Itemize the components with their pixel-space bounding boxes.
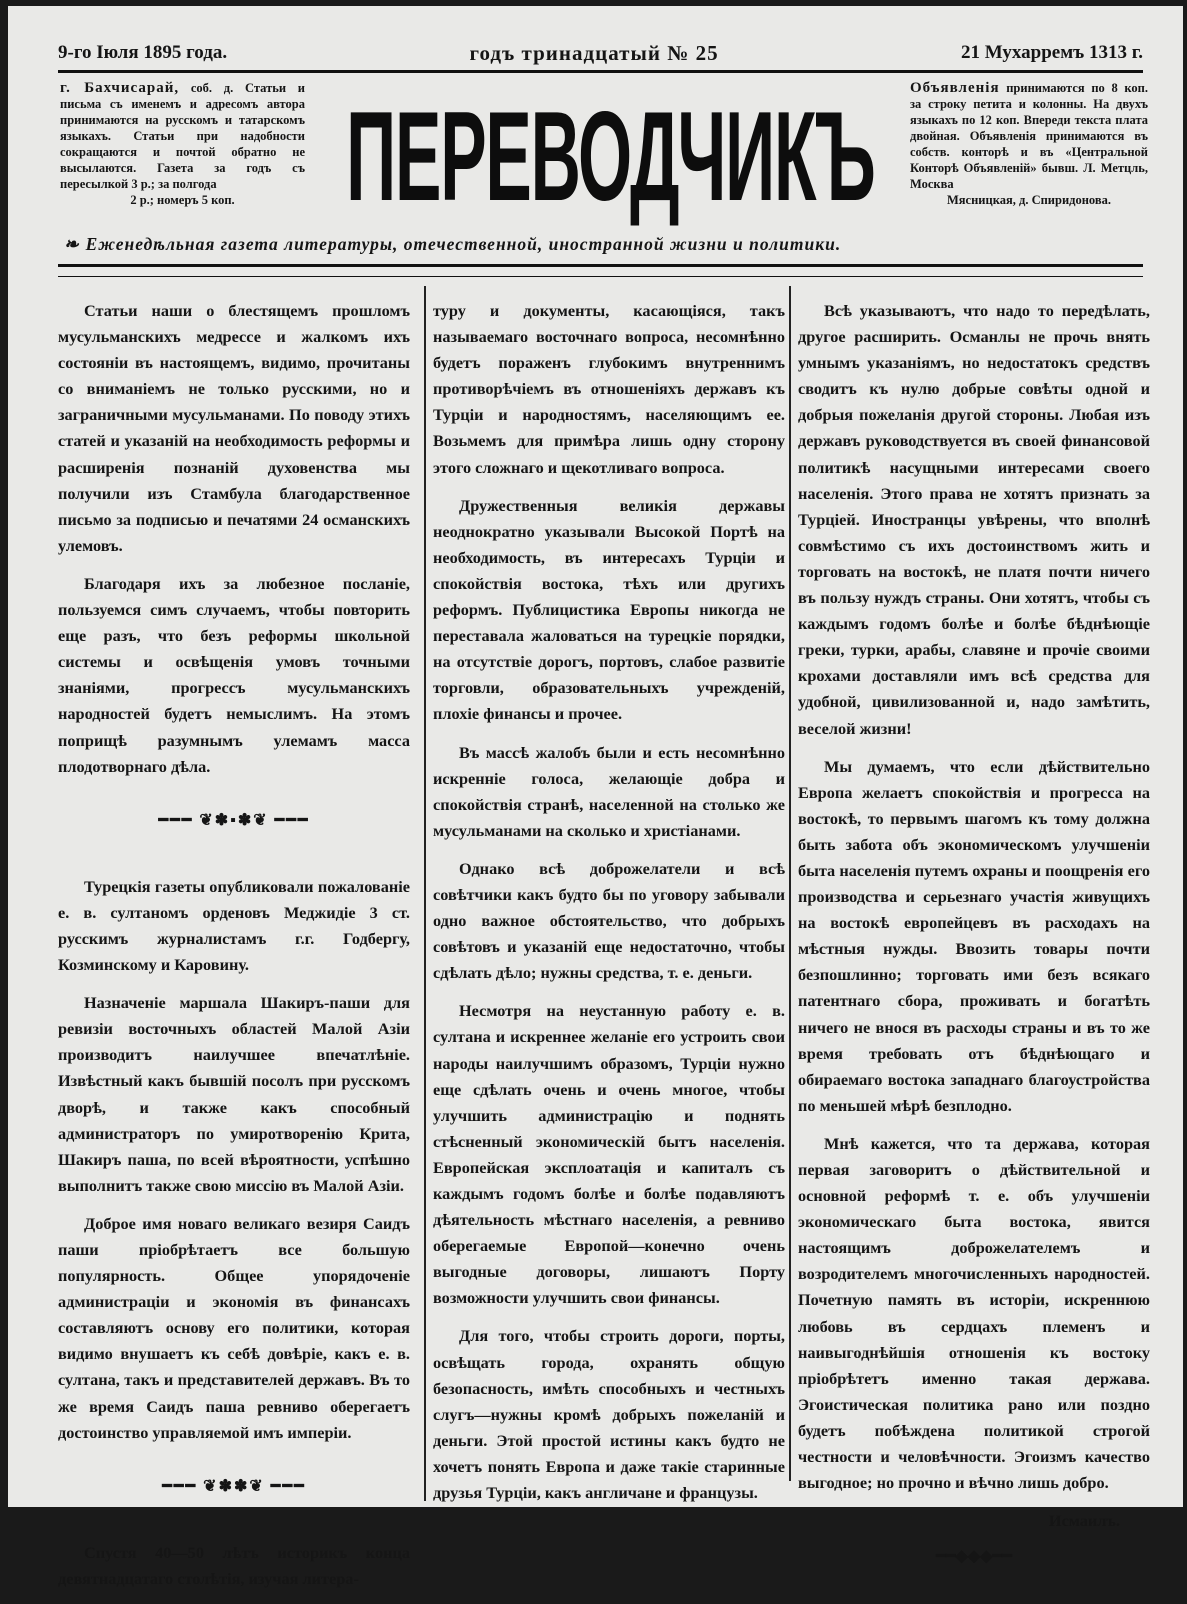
paragraph: Однако всѣ доброжелатели и всѣ совѣтчики какъ будто бы по уговору забывали одно важное обстоятельство, что добрыхъ совѣтовъ и указаній еще недостаточно, чтобы сдѣлать дѣло; нужны средства, т. е. деньги. — [433, 858, 785, 983]
paragraph: Благодаря ихъ за любезное посланіе, пользуемся симъ случаемъ, чтобы повторить еще разъ, что безъ реформы школьной системы и освѣщенія умовъ точными знаніями, прогрессъ мусульманскихъ народностей будетъ немыслимъ. На этомъ поприщѣ разумнымъ улемамъ масса плодотворнаго дѣла. — [58, 573, 410, 776]
newspaper-page — [8, 6, 1183, 1588]
ornament-divider-icon: ━━━ ❦✽✽❦ ━━━ — [162, 1477, 306, 1495]
ads-heading: Объявленія — [910, 80, 1000, 96]
paragraph: Назначеніе маршала Шакиръ-паши для ревизіи восточныхъ областей Малой Азіи производитъ наилучшее впечатлѣніе. Извѣстный какъ бывшій посолъ при русскомъ дворѣ, и также какъ способный администраторъ по умиротворенію Крита, Шакиръ паша, по всей вѣроятности, успѣшно выполнитъ также свою миссію въ Малой Азіи. — [58, 993, 410, 1195]
masthead — [318, 86, 903, 226]
issue-number: годъ тринадцатый № 25 — [469, 40, 719, 65]
ads-address: Мясницкая, д. Спиридонова. — [947, 193, 1111, 207]
date-gregorian: 9-го Іюля 1895 года. — [58, 42, 228, 63]
newspaper-title: ПЕРЕВОДЧИКЪ — [346, 84, 875, 228]
column-2 — [433, 298, 785, 1518]
ads-text: принимаются по 8 коп. за строку петита и колонны. На двухъ языкахъ по 12 коп. Впереди текста плата двойная. Объявленія принимаются въ собств. конторѣ и въ «Центральной Конторѣ Объявленій» бывш. Л. Метцль, Москва — [910, 81, 1148, 191]
paragraph: Всѣ указываютъ, что надо то передѣлать, другое расширить. Османлы не прочь внять умнымъ указаніямъ, но недостатокъ средствъ сводитъ къ нулю добрые совѣты одной и добрыя пожеланія другой стороны. Любая изъ державъ руководствуется въ своей финансовой политикѣ насущными интересами своего населенія. Этого права не хотятъ признать за Турціей. Иностранцы увѣрены, что вполнѣ совмѣстимо съ ихъ достоинствомъ жить и торговать на востокѣ, не платя почти ничего въ пользу нуждъ страны. Они хотятъ, чтобы съ каждымъ годомъ болѣе и болѣе бѣднѣющіе греки, турки, арабы, славяне и прочіе своими крохами доставляли имъ всѣ средства для удобной, цивилизованной и, надо замѣтить, веселой жизни! — [798, 301, 1150, 738]
column-1 — [58, 298, 410, 1604]
paragraph: Мы думаемъ, что если дѣйствительно Европа желаетъ спокойствія и прогресса на востокѣ, то первымъ шагомъ къ тому должна быть забота объ экономическомъ улучшеніи быта населенія путемъ охраны и поощренія его производства и серьезнаго участія живущихъ на востокѣ европейцевъ въ расходахъ на мѣстныя нужды. Ввозить товары почти безпошлинно; торговать ими безъ всякаго патентнаго сбора, проживать и богатѣть ничего не внося въ расходы страны и въ то же время требовать отъ бѣднѣющаго и обираемаго востока западнаго благоустройства по меньшей мѣрѣ безплодно. — [798, 756, 1150, 1115]
paragraph: туру и документы, касающіяся, такъ называемаго восточнаго вопроса, несомнѣнно будетъ пораженъ глубокимъ внутреннимъ противорѣчіемъ въ отношеніяхъ державъ къ Турціи и народностямъ, населяющимъ ее. Возьмемъ для примѣра лишь одну сторону этого сложнаго и щекотливаго вопроса. — [433, 301, 785, 477]
subtitle — [64, 234, 1143, 255]
paragraph: Статьи наши о блестящемъ прошломъ мусульманскихъ медрессе и жалкомъ ихъ состояніи въ настоящемъ, видимо, прочитаны со вниманіемъ не только русскими, но и заграничными мусульманами. По поводу этихъ статей и указаній на необходимость реформы и расширенія познаній духовенства мы получили изъ Стамбула благодарственное письмо за подписью и печатями 24 османскихъ улемовъ. — [58, 301, 410, 555]
subtitle-text: Еженедѣльная газета литературы, отечественной, иностранной жизни и политики. — [85, 234, 842, 254]
end-ornament-icon: ━━◆◆◆━━ — [936, 1548, 1012, 1566]
ornament-divider-icon: ━━━ ❦✽▪✽❦ ━━━ — [158, 811, 310, 829]
paragraph: Для того, чтобы строить дороги, порты, освѣщать города, охранять общую безопасность, имѣть способныхъ и честныхъ слугъ—нужны кромѣ добрыхъ пожеланій и деньги. Этой простой истины какъ будто не хочетъ понять Европа и даже такіе старинные друзья Турціи, какъ англичане и французы. — [433, 1326, 785, 1503]
subscription-price: 2 р.; номеръ 5 коп. — [130, 193, 235, 207]
author-signature: Исмаилъ. — [1048, 1511, 1120, 1531]
ornament-icon: ❧ — [64, 234, 80, 254]
advertising-info — [910, 80, 1148, 208]
paragraph: Турецкія газеты опубликовали пожалованіе е. в. султаномъ орденовъ Меджидіе 3 ст. русскимъ журналистамъ г.г. Годбергу, Козминскому и Каровину. — [58, 876, 410, 975]
top-rule — [58, 70, 1143, 73]
paragraph: Дружественныя великія державы неоднократно указывали Высокой Портѣ на необходимость, въ интересахъ Турціи и спокойствія востока, тѣхъ или другихъ реформъ. Публицистика Европы никогда не переставала жаловаться на турецкіе порядки, на отсутствіе дорогъ, портовъ, слабое развитіе торговли, образовательныхъ учрежденій, плохіе финансы и прочее. — [433, 495, 785, 724]
header-rule — [58, 264, 1143, 277]
paragraph: Спустя 40—50 лѣтъ историкъ конца девятнадцатаго столѣтія, изучая литера- — [58, 1542, 410, 1588]
paragraph: Доброе имя новаго великаго везиря Саидъ паши пріобрѣтаетъ все большую популярность. Общее упорядоченіе администраціи и экономія въ финансахъ составляютъ основу его политики, которая видимо внушаетъ къ себѣ довѣріе, какъ е. в. султана, такъ и представителей державъ. Въ то же время Саидъ паша ревниво оберегаетъ достоинство управляемой имъ имперіи. — [58, 1213, 410, 1442]
city-name: г. Бахчисарай, — [60, 80, 180, 96]
paragraph: Несмотря на неустанную работу е. в. султана и искреннее желаніе его устроить свои народы наилучшимъ образомъ, Турціи нужно еще сдѣлать очень и очень многое, чтобы улучшить администрацію и поднять стѣсненный экономическій бытъ населенія. Европейская эксплоатація и капиталъ съ каждымъ годомъ болѣе и болѣе подавляютъ дѣятельность мѣстнаго населенія, а ревниво оберегаемые Европой—конечно очень выгодные договоры, лишаютъ Порту возможности улучшить свои финансы. — [433, 1001, 785, 1308]
column-divider — [424, 286, 426, 1501]
subscription-info — [60, 80, 305, 208]
paragraph: Мнѣ кажется, что та держава, которая первая заговоритъ о дѣйствительной и основной реформѣ т. е. объ улучшеніи экономическаго быта востока, явится настоящимъ доброжелателемъ и возродителемъ многочисленныхъ народностей. Почетную память въ исторіи, искреннюю любовь въ сердцахъ племенъ и наивыгоднѣйшія отношенія къ востоку пріобрѣтетъ именно такая держава. Эгоистическая политика рано или поздно будетъ побѣждена политикой строгой честности и человѣчности. Эгоизмъ качество выгодное; но прочно и вѣчно лишь добро. — [798, 1133, 1150, 1493]
paragraph: Въ массѣ жалобъ были и есть несомнѣнно искренніе голоса, желающіе добра и спокойствія странѣ, населенной на столько же мусульманами на сколько и христіанами. — [433, 742, 785, 840]
column-3 — [798, 298, 1150, 1570]
subscription-text: соб. д. Статьи и письма съ именемъ и адресомъ автора принимаются на русскомъ и татарскомъ языкахъ. Статьи при надобности сокращаются и почтой обратно не высылаются. Газета за годъ съ пересылкой 3 р.; за полгода — [60, 81, 306, 191]
dateline — [58, 38, 1143, 68]
date-hijri: 21 Мухарремъ 1313 г. — [960, 42, 1143, 63]
column-divider — [789, 286, 791, 1481]
